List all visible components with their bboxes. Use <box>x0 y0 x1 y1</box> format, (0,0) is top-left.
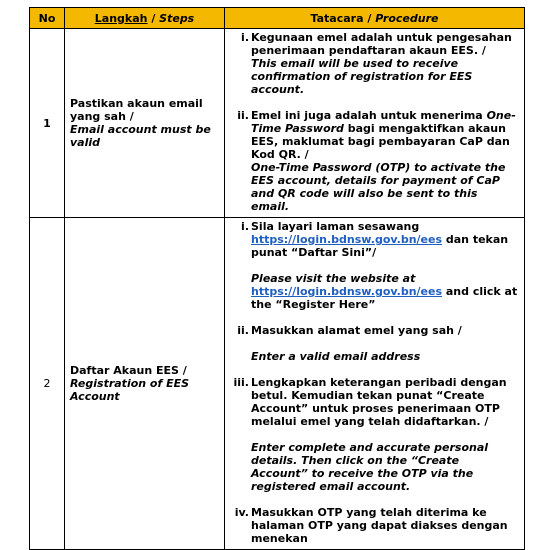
procedure-item <box>225 506 518 545</box>
procedure-item <box>225 109 518 213</box>
item-ms-c: bagi mengaktifkan akaun EES, maklumat bagi pembayaran CaP dan Kod QR. / <box>251 122 510 161</box>
header-proc-ms: Tatacara <box>310 11 364 25</box>
item-numeral: ii. <box>237 109 249 122</box>
item-ms-b: One-Time Password <box>251 109 516 135</box>
item-en: Enter complete and accurate personal details. Then click on the “Create Account” to receive the OTP via the registered email account. <box>251 441 489 493</box>
item-numeral: i. <box>241 220 249 233</box>
item-ms <box>251 220 518 259</box>
procedure-cell <box>225 218 525 550</box>
table-row <box>30 218 525 550</box>
item-en-a: Please visit the website at <box>251 272 416 285</box>
item-en: This email will be used to receive confirmation of registration for EES account. <box>251 57 473 96</box>
item-en: One-Time Password (OTP) to activate the EES account, details for payment of CaP and QR code will also be sent to this email. <box>251 161 506 213</box>
item-numeral: iii. <box>233 376 249 389</box>
header-steps-sep: / <box>147 11 160 25</box>
header-no: No <box>30 8 65 29</box>
item-ms <box>251 109 518 161</box>
row-number: 2 <box>30 218 65 550</box>
header-steps <box>65 8 225 29</box>
row-number: 1 <box>30 29 65 218</box>
procedure-item <box>225 31 518 96</box>
item-numeral: ii. <box>237 324 249 337</box>
step-ms: Pastikan akaun email yang sah / <box>70 97 203 123</box>
step-cell <box>65 218 225 550</box>
table-row <box>30 29 525 218</box>
item-ms-a: Sila layari laman sesawang <box>251 220 420 233</box>
ees-login-link-en[interactable]: https://login.bdnsw.gov.bn/ees <box>251 285 443 298</box>
procedure-table <box>29 7 525 550</box>
procedure-item <box>225 376 518 493</box>
step-ms: Daftar Akaun EES / <box>70 364 187 377</box>
item-ms: Lengkapkan keterangan peribadi dengan betul. Kemudian tekan punat “Create Account” untuk proses penerimaan OTP melalui emel yang telah didaftarkan. / <box>251 376 507 428</box>
item-ms: Kegunaan emel adalah untuk pengesahan penerimaan pendaftaran akaun EES. / <box>251 31 512 57</box>
header-steps-en: Steps <box>159 11 195 25</box>
item-ms: Masukkan OTP yang telah diterima ke halaman OTP yang dapat diakses dengan menekan <box>251 506 508 545</box>
procedure-cell <box>225 29 525 218</box>
header-proc-sep: / <box>363 11 376 25</box>
procedure-item <box>225 220 518 311</box>
header-procedure <box>225 8 525 29</box>
step-cell <box>65 29 225 218</box>
item-numeral: iv. <box>234 506 249 519</box>
step-en: Email account must be valid <box>70 123 211 149</box>
item-ms: Masukkan alamat emel yang sah / <box>251 324 462 337</box>
header-steps-ms: Langkah <box>94 11 148 25</box>
item-en <box>251 285 518 311</box>
item-en-b: and click at the “Register Here” <box>251 285 518 311</box>
item-ms-a: Emel ini juga adalah untuk menerima <box>251 109 487 122</box>
item-ms-b: dan tekan punat “Daftar Sini”/ <box>251 233 509 259</box>
header-proc-en: Procedure <box>375 11 439 25</box>
table-header-row <box>30 8 525 29</box>
step-en: Registration of EES Account <box>70 377 190 403</box>
procedure-item <box>225 324 518 363</box>
ees-login-link[interactable]: https://login.bdnsw.gov.bn/ees <box>251 233 443 246</box>
item-numeral: i. <box>241 31 249 44</box>
item-en: Enter a valid email address <box>251 350 421 363</box>
